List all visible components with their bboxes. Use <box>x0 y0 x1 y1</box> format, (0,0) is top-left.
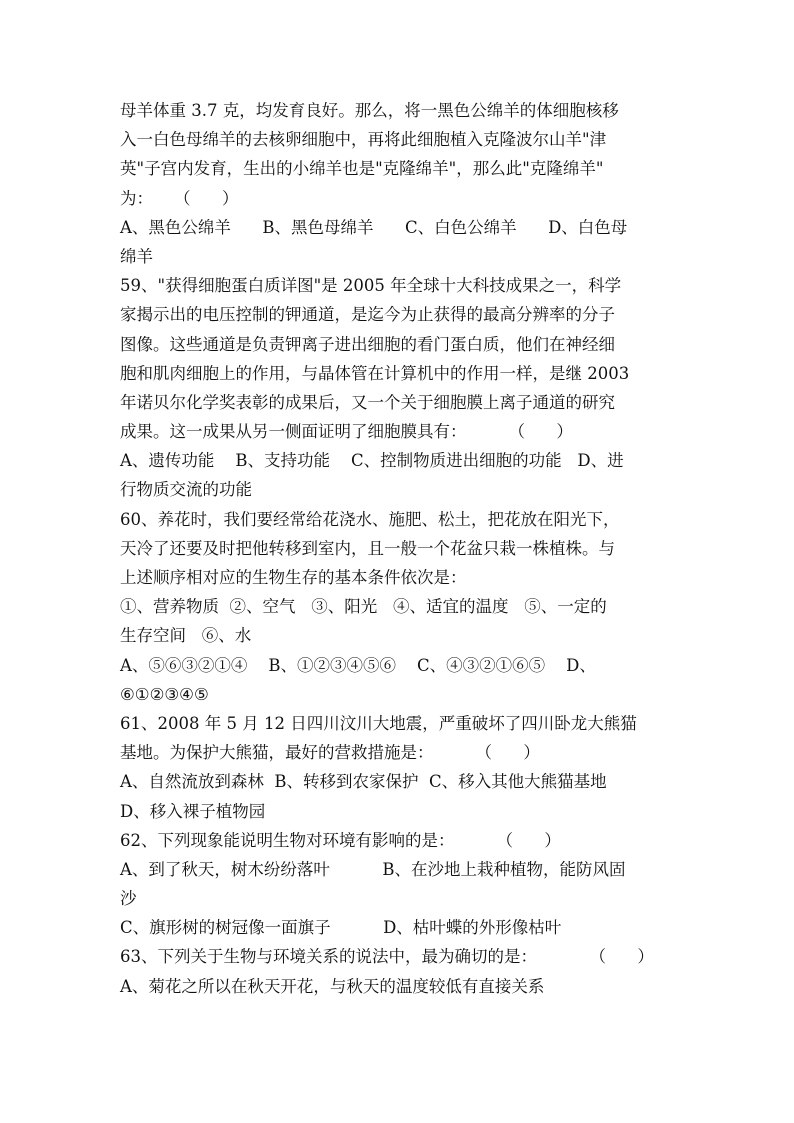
text-line: A、遗传功能 B、支持功能 C、控制物质进出细胞的功能 D、进 <box>120 451 624 471</box>
text-line: 母羊体重 3.7 克，均发育良好。那么，将一黑色公绵羊的体细胞核移 <box>120 101 619 120</box>
text-line: 行物质交流的功能 <box>120 480 252 500</box>
text-line: 沙 <box>120 889 137 909</box>
text-line: A、⑤⑥③②①④ B、①②③④⑤⑥ C、④③②①⑥⑤ D、 <box>120 655 596 675</box>
document-page <box>120 96 700 1001</box>
text-line: 上述顺序相对应的生物生存的基本条件依次是： <box>120 568 467 587</box>
text-line: 成果。这一成果从另一侧面证明了细胞膜具有： （ ） <box>120 422 573 442</box>
text-line: 家揭示出的电压控制的钾通道，是迄今为止获得的最高分辨率的分子 <box>120 305 615 325</box>
text-line: D、移入裸子植物园 <box>120 801 266 821</box>
text-line: 59、"获得细胞蛋白质详图"是 2005 年全球十大科技成果之一，科学 <box>120 276 622 296</box>
text-line: 绵羊 <box>120 246 153 266</box>
text-line: A、黑色公绵羊 B、黑色母绵羊 C、白色公绵羊 D、白色母 <box>120 217 628 237</box>
text-line: ⑥①②③④⑤ <box>120 684 209 704</box>
text-lines <box>120 96 700 1001</box>
text-line: A、自然流放到森林 B、转移到农家保护 C、移入其他大熊猫基地 <box>120 772 607 792</box>
text-line: 胞和肌肉细胞上的作用，与晶体管在计算机中的作用一样，是继 2003 <box>120 363 630 383</box>
text-line: 生存空间 ⑥、水 <box>120 626 252 646</box>
text-line: 入一白色母绵羊的去核卵细胞中，再将此细胞植入克隆波尔山羊"津 <box>120 130 607 150</box>
text-line: C、旗形树的树冠像一面旗子 D、枯叶蝶的外形像枯叶 <box>120 918 562 938</box>
text-line: 为： （ ） <box>120 188 239 208</box>
text-line: 图像。这些通道是负责钾离子进出细胞的看门蛋白质，他们在神经细 <box>120 334 615 354</box>
text-line: 63、下列关于生物与环境关系的说法中，最为确切的是： （ ） <box>120 947 654 967</box>
text-line: A、菊花之所以在秋天开花，与秋天的温度较低有直接关系 <box>120 976 545 996</box>
text-line: 英"子宫内发育，生出的小绵羊也是"克隆绵羊"，那么此"克隆绵羊" <box>120 159 604 179</box>
text-line: 60、养花时，我们要经常给花浇水、施肥、松土，把花放在阳光下， <box>120 509 620 529</box>
text-line: 61、2008 年 5 月 12 日四川汶川大地震，严重破坏了四川卧龙大熊猫 <box>120 713 637 733</box>
text-line: A、到了秋天，树木纷纷落叶 B、在沙地上栽种植物，能防风固 <box>120 859 626 879</box>
text-line: 62、下列现象能说明生物对环境有影响的是： （ ） <box>120 830 561 850</box>
text-line: 天冷了还要及时把他转移到室内，且一般一个花盆只栽一株植株。与 <box>120 538 615 558</box>
text-line: 基地。为保护大熊猫，最好的营救措施是： （ ） <box>120 743 540 763</box>
text-line: 年诺贝尔化学奖表彰的成果后，又一个关于细胞膜上离子通道的研究 <box>120 392 615 412</box>
text-line: ①、营养物质 ②、空气 ③、阳光 ④、适宜的温度 ⑤、一定的 <box>120 597 607 617</box>
